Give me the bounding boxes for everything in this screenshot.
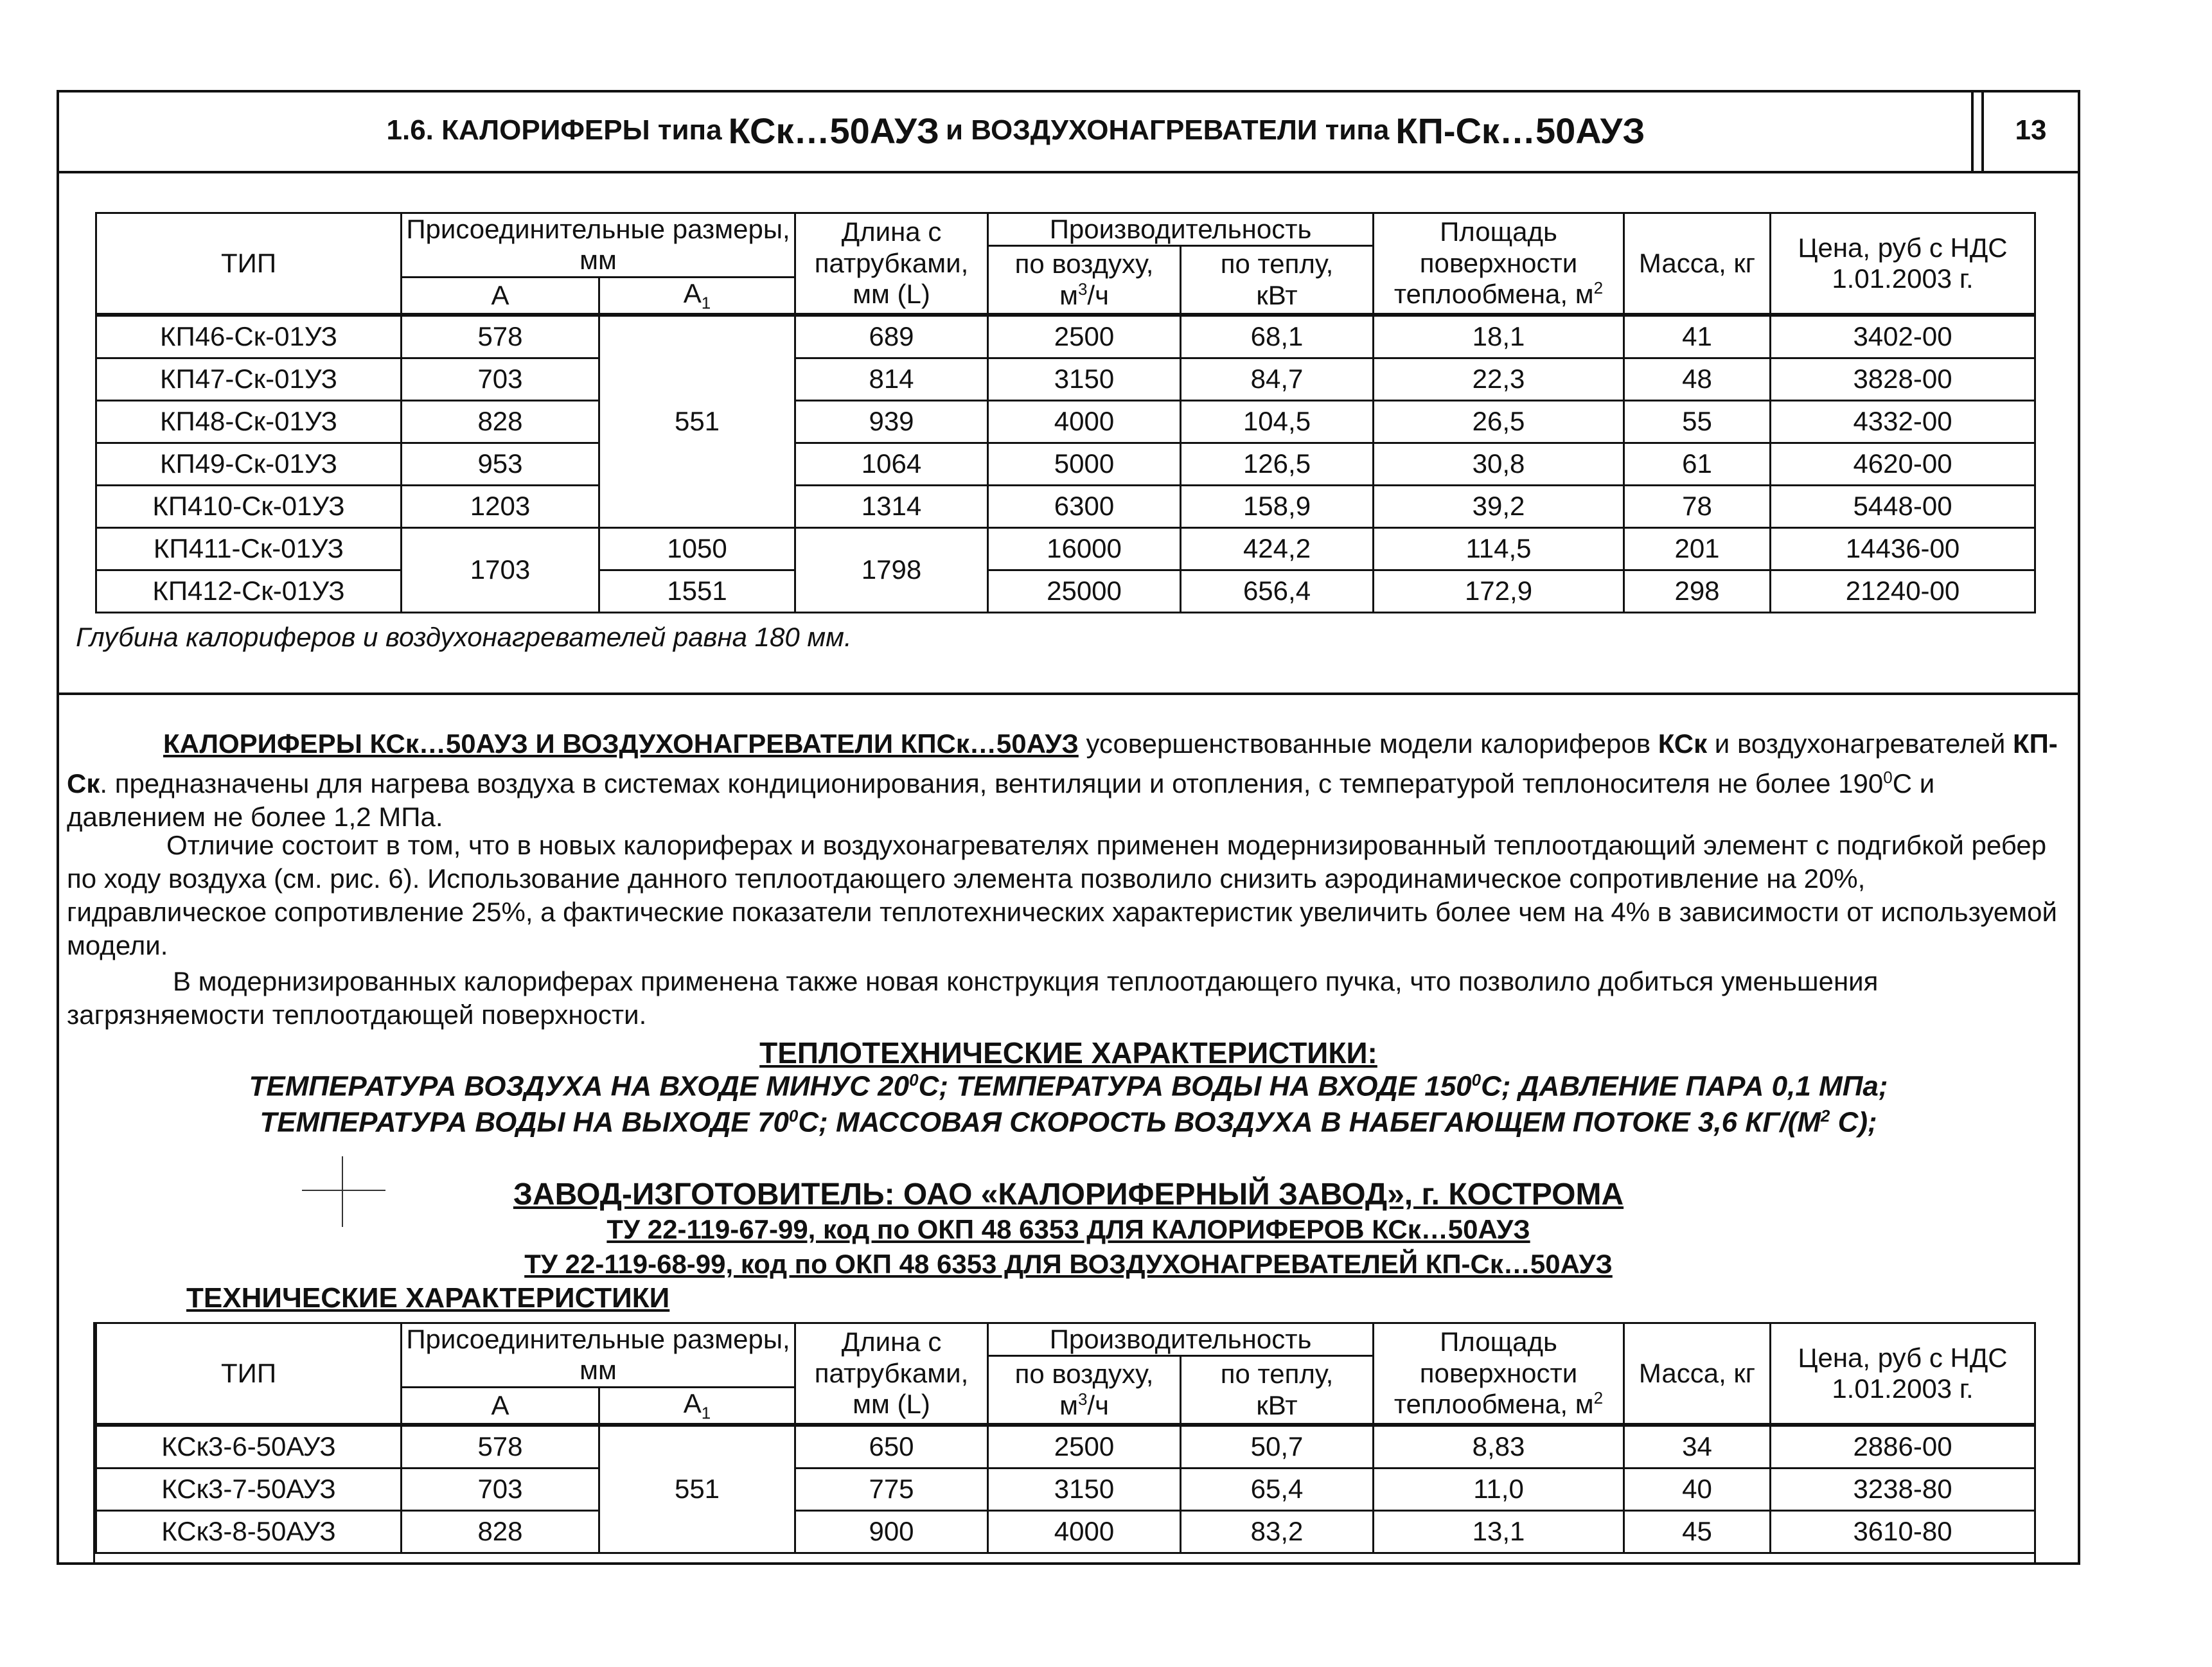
thermal-heading: ТЕПЛОТЕХНИЧЕСКИЕ ХАРАКТЕРИСТИКИ: xyxy=(759,1036,1377,1070)
title-model-2: КП-Ск…50АУЗ xyxy=(1395,110,1645,151)
cell-air: 3150 xyxy=(988,1468,1181,1510)
thermal-line-2 xyxy=(57,1106,2080,1139)
cell-length: 1314 xyxy=(795,485,988,527)
header-col-a1 xyxy=(599,277,795,315)
cell-area: 26,5 xyxy=(1374,400,1624,443)
cell-price: 2886-00 xyxy=(1771,1425,2035,1469)
table-row xyxy=(96,527,2035,570)
header-mass: Масса, кг xyxy=(1624,1323,1771,1425)
cell-heat: 126,5 xyxy=(1181,443,1374,485)
cell-price: 3238-80 xyxy=(1771,1468,2035,1510)
cell-a1-merged: 551 xyxy=(599,1425,795,1553)
cell-a1: 1551 xyxy=(599,570,795,612)
depth-note: Глубина калориферов и воздухонагревателей равна 180 мм. xyxy=(76,622,852,652)
intro-kpsk: КП-Ск xyxy=(67,728,2058,798)
cell-price: 14436-00 xyxy=(1771,527,2035,570)
cell-mass: 55 xyxy=(1624,400,1771,443)
cell-a: 953 xyxy=(402,443,599,485)
intro-lead: КАЛОРИФЕРЫ КСк…50АУЗ И ВОЗДУХОНАГРЕВАТЕЛИ КПСк…50АУЗ xyxy=(163,728,1079,759)
cell-price: 21240-00 xyxy=(1771,570,2035,612)
cell-type: КП412-Ск-01УЗ xyxy=(96,570,402,612)
header-col-a1-text: А xyxy=(683,1388,702,1418)
header-productivity: Производительность xyxy=(988,1323,1374,1356)
header-area-sup: 2 xyxy=(1593,278,1604,298)
cell-length: 1064 xyxy=(795,443,988,485)
header-col-a1-sub: 1 xyxy=(701,292,711,312)
cell-type: КСк3-6-50АУЗ xyxy=(96,1425,402,1469)
section-divider xyxy=(57,692,2080,695)
cell-area: 13,1 xyxy=(1374,1510,1624,1553)
cell-area: 114,5 xyxy=(1374,527,1624,570)
cell-heat: 84,7 xyxy=(1181,358,1374,400)
cell-mass: 48 xyxy=(1624,358,1771,400)
intro-text-a: усовершенствованные модели калориферов xyxy=(1078,728,1658,759)
header-by-air-text: по воздуху, xyxy=(1014,249,1154,279)
header-by-heat-text: по теплу, xyxy=(1220,1359,1334,1389)
cell-area: 11,0 xyxy=(1374,1468,1624,1510)
cell-air: 2500 xyxy=(988,1425,1181,1469)
header-productivity: Производительность xyxy=(988,213,1374,246)
cell-a: 578 xyxy=(402,315,599,358)
title-model-1: КСк…50АУЗ xyxy=(728,110,940,151)
cell-length: 900 xyxy=(795,1510,988,1553)
cell-air: 16000 xyxy=(988,527,1181,570)
cell-heat: 656,4 xyxy=(1181,570,1374,612)
header-by-heat xyxy=(1181,246,1374,315)
table-row xyxy=(96,1468,2035,1510)
cell-area: 22,3 xyxy=(1374,358,1624,400)
table2-left-margin xyxy=(57,1322,95,1562)
thermal-l2c: С); xyxy=(1830,1106,1877,1138)
cell-length: 814 xyxy=(795,358,988,400)
cell-length-merged: 1798 xyxy=(795,527,988,612)
table-row xyxy=(96,1425,2035,1469)
paragraph-modernized: В модернизированных калориферах применена также новая конструкция теплоотдающего пучка, что позволило добиться уменьшения загрязняемости теплоотдающей поверхности. xyxy=(67,966,1879,1030)
cell-type: КП410-Ск-01УЗ xyxy=(96,485,402,527)
header-area-text: Площадь поверхности теплообмена, м xyxy=(1394,1327,1594,1420)
header-type: ТИП xyxy=(96,1323,402,1425)
cell-length: 775 xyxy=(795,1468,988,1510)
header-col-a1 xyxy=(599,1387,795,1425)
header-area xyxy=(1374,213,1624,315)
cell-mass: 201 xyxy=(1624,527,1771,570)
cell-heat: 65,4 xyxy=(1181,1468,1374,1510)
header-area xyxy=(1374,1323,1624,1425)
tech-heading: ТЕХНИЧЕСКИЕ ХАРАКТЕРИСТИКИ xyxy=(186,1282,670,1314)
cell-air: 2500 xyxy=(988,315,1181,358)
cell-length: 689 xyxy=(795,315,988,358)
header-by-air-sup: 3 xyxy=(1077,279,1088,299)
maker-line-2: ТУ 22-119-67-99, код по ОКП 48 6353 ДЛЯ КАЛОРИФЕРОВ КСк…50АУЗ xyxy=(606,1214,1530,1244)
header-by-air-end: /ч xyxy=(1087,1389,1109,1420)
cell-air: 5000 xyxy=(988,443,1181,485)
thermal-sq: 2 xyxy=(1820,1106,1830,1125)
header-length: Длина с патрубками, мм (L) xyxy=(795,1323,988,1425)
cell-type: КП46-Ск-01УЗ xyxy=(96,315,402,358)
cell-a: 578 xyxy=(402,1425,599,1469)
thermal-l1c: С; ДАВЛЕНИЕ ПАРА 0,1 МПа; xyxy=(1481,1070,1888,1102)
cell-type: КП411-Ск-01УЗ xyxy=(96,527,402,570)
header-connection: Присоединительные размеры, мм xyxy=(402,1323,795,1388)
header-by-heat-text: по теплу, xyxy=(1220,249,1334,279)
header-area-sup: 2 xyxy=(1593,1388,1604,1408)
intro-degree: 0 xyxy=(1883,768,1893,787)
header-by-air-end: /ч xyxy=(1087,279,1109,310)
maker-line-1: ЗАВОД-ИЗГОТОВИТЕЛЬ: ОАО «КАЛОРИФЕРНЫЙ ЗАВОД», г. КОСТРОМА xyxy=(513,1177,1624,1212)
page-header xyxy=(57,90,2080,173)
cell-a1-merged: 551 xyxy=(599,315,795,528)
table2-right-margin xyxy=(2034,1322,2078,1562)
intro-ksk: КСк xyxy=(1658,728,1708,759)
intro-text-b: и воздухонагревателей xyxy=(1707,728,2013,759)
cell-air: 6300 xyxy=(988,485,1181,527)
cell-price: 3828-00 xyxy=(1771,358,2035,400)
cell-heat: 158,9 xyxy=(1181,485,1374,527)
thermal-l2b: С; МАССОВАЯ СКОРОСТЬ ВОЗДУХА В НАБЕГАЮЩЕМ ПОТОКЕ 3,6 КГ/(М xyxy=(798,1106,1821,1138)
cell-heat: 424,2 xyxy=(1181,527,1374,570)
header-length: Длина с патрубками, мм (L) xyxy=(795,213,988,315)
cell-a: 828 xyxy=(402,400,599,443)
cell-mass: 298 xyxy=(1624,570,1771,612)
header-col-a1-text: А xyxy=(683,278,702,308)
cell-type: КСк3-7-50АУЗ xyxy=(96,1468,402,1510)
thermal-l1a: ТЕМПЕРАТУРА ВОЗДУХА НА ВХОДЕ МИНУС 20 xyxy=(249,1070,910,1102)
header-by-heat-unit: кВт xyxy=(1256,1389,1298,1420)
cell-heat: 68,1 xyxy=(1181,315,1374,358)
page-number: 13 xyxy=(1984,90,2078,171)
cell-length: 939 xyxy=(795,400,988,443)
cell-a-merged: 1703 xyxy=(402,527,599,612)
paragraph-difference: Отличие состоит в том, что в новых калориферах и воздухонагревателях применен модернизированный теплоотдающий элемент с подгибкой ребер по ходу воздуха (см. рис. 6). Использование данного теплоотдающего элемента позволило снизить аэродинамическое сопротивление на 20%, гидравлическое сопротивление 25%, а фактические показатели теплотехнических характеристик увеличить более чем на 4% в зависимости от используемой модели. xyxy=(67,830,2057,960)
header-area-text: Площадь поверхности теплообмена, м xyxy=(1394,216,1594,310)
cell-type: КП49-Ск-01УЗ xyxy=(96,443,402,485)
cell-type: КСк3-8-50АУЗ xyxy=(96,1510,402,1553)
header-by-heat-unit: кВт xyxy=(1256,279,1298,310)
cell-price: 3610-80 xyxy=(1771,1510,2035,1553)
table-row xyxy=(96,485,2035,527)
table-ksk xyxy=(95,1322,2036,1554)
cell-length: 650 xyxy=(795,1425,988,1469)
thermal-l2a: ТЕМПЕРАТУРА ВОДЫ НА ВЫХОДЕ 70 xyxy=(260,1106,789,1138)
title-middle: и ВОЗДУХОНАГРЕВАТЕЛИ типа xyxy=(946,114,1390,146)
table-row xyxy=(96,1510,2035,1553)
table-row xyxy=(96,443,2035,485)
header-price: Цена, руб с НДС 1.01.2003 г. xyxy=(1771,1323,2035,1425)
title-prefix: 1.6. КАЛОРИФЕРЫ типа xyxy=(386,114,722,146)
header-by-heat xyxy=(1181,1356,1374,1425)
cell-a: 1203 xyxy=(402,485,599,527)
header-by-air-unit: м xyxy=(1059,1389,1078,1420)
intro-text-c: . предназначены для нагрева воздуха в системах кондиционирования, вентиляции и отопления, с температурой теплоносителя не более 190 xyxy=(100,768,1884,798)
cell-a: 703 xyxy=(402,1468,599,1510)
cell-air: 3150 xyxy=(988,358,1181,400)
cell-mass: 40 xyxy=(1624,1468,1771,1510)
thermal-deg-1: 0 xyxy=(909,1070,919,1089)
cell-a: 703 xyxy=(402,358,599,400)
header-price: Цена, руб с НДС 1.01.2003 г. xyxy=(1771,213,2035,315)
cell-mass: 41 xyxy=(1624,315,1771,358)
table-row xyxy=(96,400,2035,443)
cell-area: 8,83 xyxy=(1374,1425,1624,1469)
paragraph-intro xyxy=(67,727,2071,834)
cell-mass: 78 xyxy=(1624,485,1771,527)
header-by-air xyxy=(988,246,1181,315)
cell-price: 5448-00 xyxy=(1771,485,2035,527)
cell-mass: 45 xyxy=(1624,1510,1771,1553)
thermal-line-1 xyxy=(57,1070,2080,1103)
table-row xyxy=(96,315,2035,358)
header-col-a: А xyxy=(402,277,599,315)
header-by-air xyxy=(988,1356,1181,1425)
header-type: ТИП xyxy=(96,213,402,315)
cell-air: 4000 xyxy=(988,1510,1181,1553)
cell-mass: 34 xyxy=(1624,1425,1771,1469)
maker-line-3: ТУ 22-119-68-99, код по ОКП 48 6353 ДЛЯ ВОЗДУХОНАГРЕВАТЕЛЕЙ КП-Ск…50АУЗ xyxy=(524,1249,1613,1279)
cell-air: 4000 xyxy=(988,400,1181,443)
cell-heat: 50,7 xyxy=(1181,1425,1374,1469)
header-by-air-unit: м xyxy=(1059,279,1078,310)
cell-a1: 1050 xyxy=(599,527,795,570)
header-col-a: А xyxy=(402,1387,599,1425)
header-col-a1-sub: 1 xyxy=(701,1402,711,1422)
table-row xyxy=(96,570,2035,612)
cell-type: КП48-Ск-01УЗ xyxy=(96,400,402,443)
cell-area: 30,8 xyxy=(1374,443,1624,485)
thermal-deg-2: 0 xyxy=(1471,1070,1482,1089)
table-row xyxy=(96,358,2035,400)
header-by-air-sup: 3 xyxy=(1077,1389,1088,1409)
cell-air: 25000 xyxy=(988,570,1181,612)
cell-area: 172,9 xyxy=(1374,570,1624,612)
header-by-air-text: по воздуху, xyxy=(1014,1359,1154,1389)
cell-price: 3402-00 xyxy=(1771,315,2035,358)
thermal-l1b: С; ТЕМПЕРАТУРА ВОДЫ НА ВХОДЕ 150 xyxy=(918,1070,1472,1102)
cell-area: 39,2 xyxy=(1374,485,1624,527)
thermal-deg-3: 0 xyxy=(788,1106,799,1125)
cell-type: КП47-Ск-01УЗ xyxy=(96,358,402,400)
cell-heat: 104,5 xyxy=(1181,400,1374,443)
cell-mass: 61 xyxy=(1624,443,1771,485)
cell-heat: 83,2 xyxy=(1181,1510,1374,1553)
intro-text-d: С и давлением не более 1,2 МПа. xyxy=(67,768,1935,832)
header-mass: Масса, кг xyxy=(1624,213,1771,315)
cell-area: 18,1 xyxy=(1374,315,1624,358)
page-title xyxy=(57,90,1984,171)
cell-price: 4620-00 xyxy=(1771,443,2035,485)
table-kp-sk xyxy=(95,212,2036,613)
header-connection: Присоединительные размеры, мм xyxy=(402,213,795,278)
cell-price: 4332-00 xyxy=(1771,400,2035,443)
cell-a: 828 xyxy=(402,1510,599,1553)
